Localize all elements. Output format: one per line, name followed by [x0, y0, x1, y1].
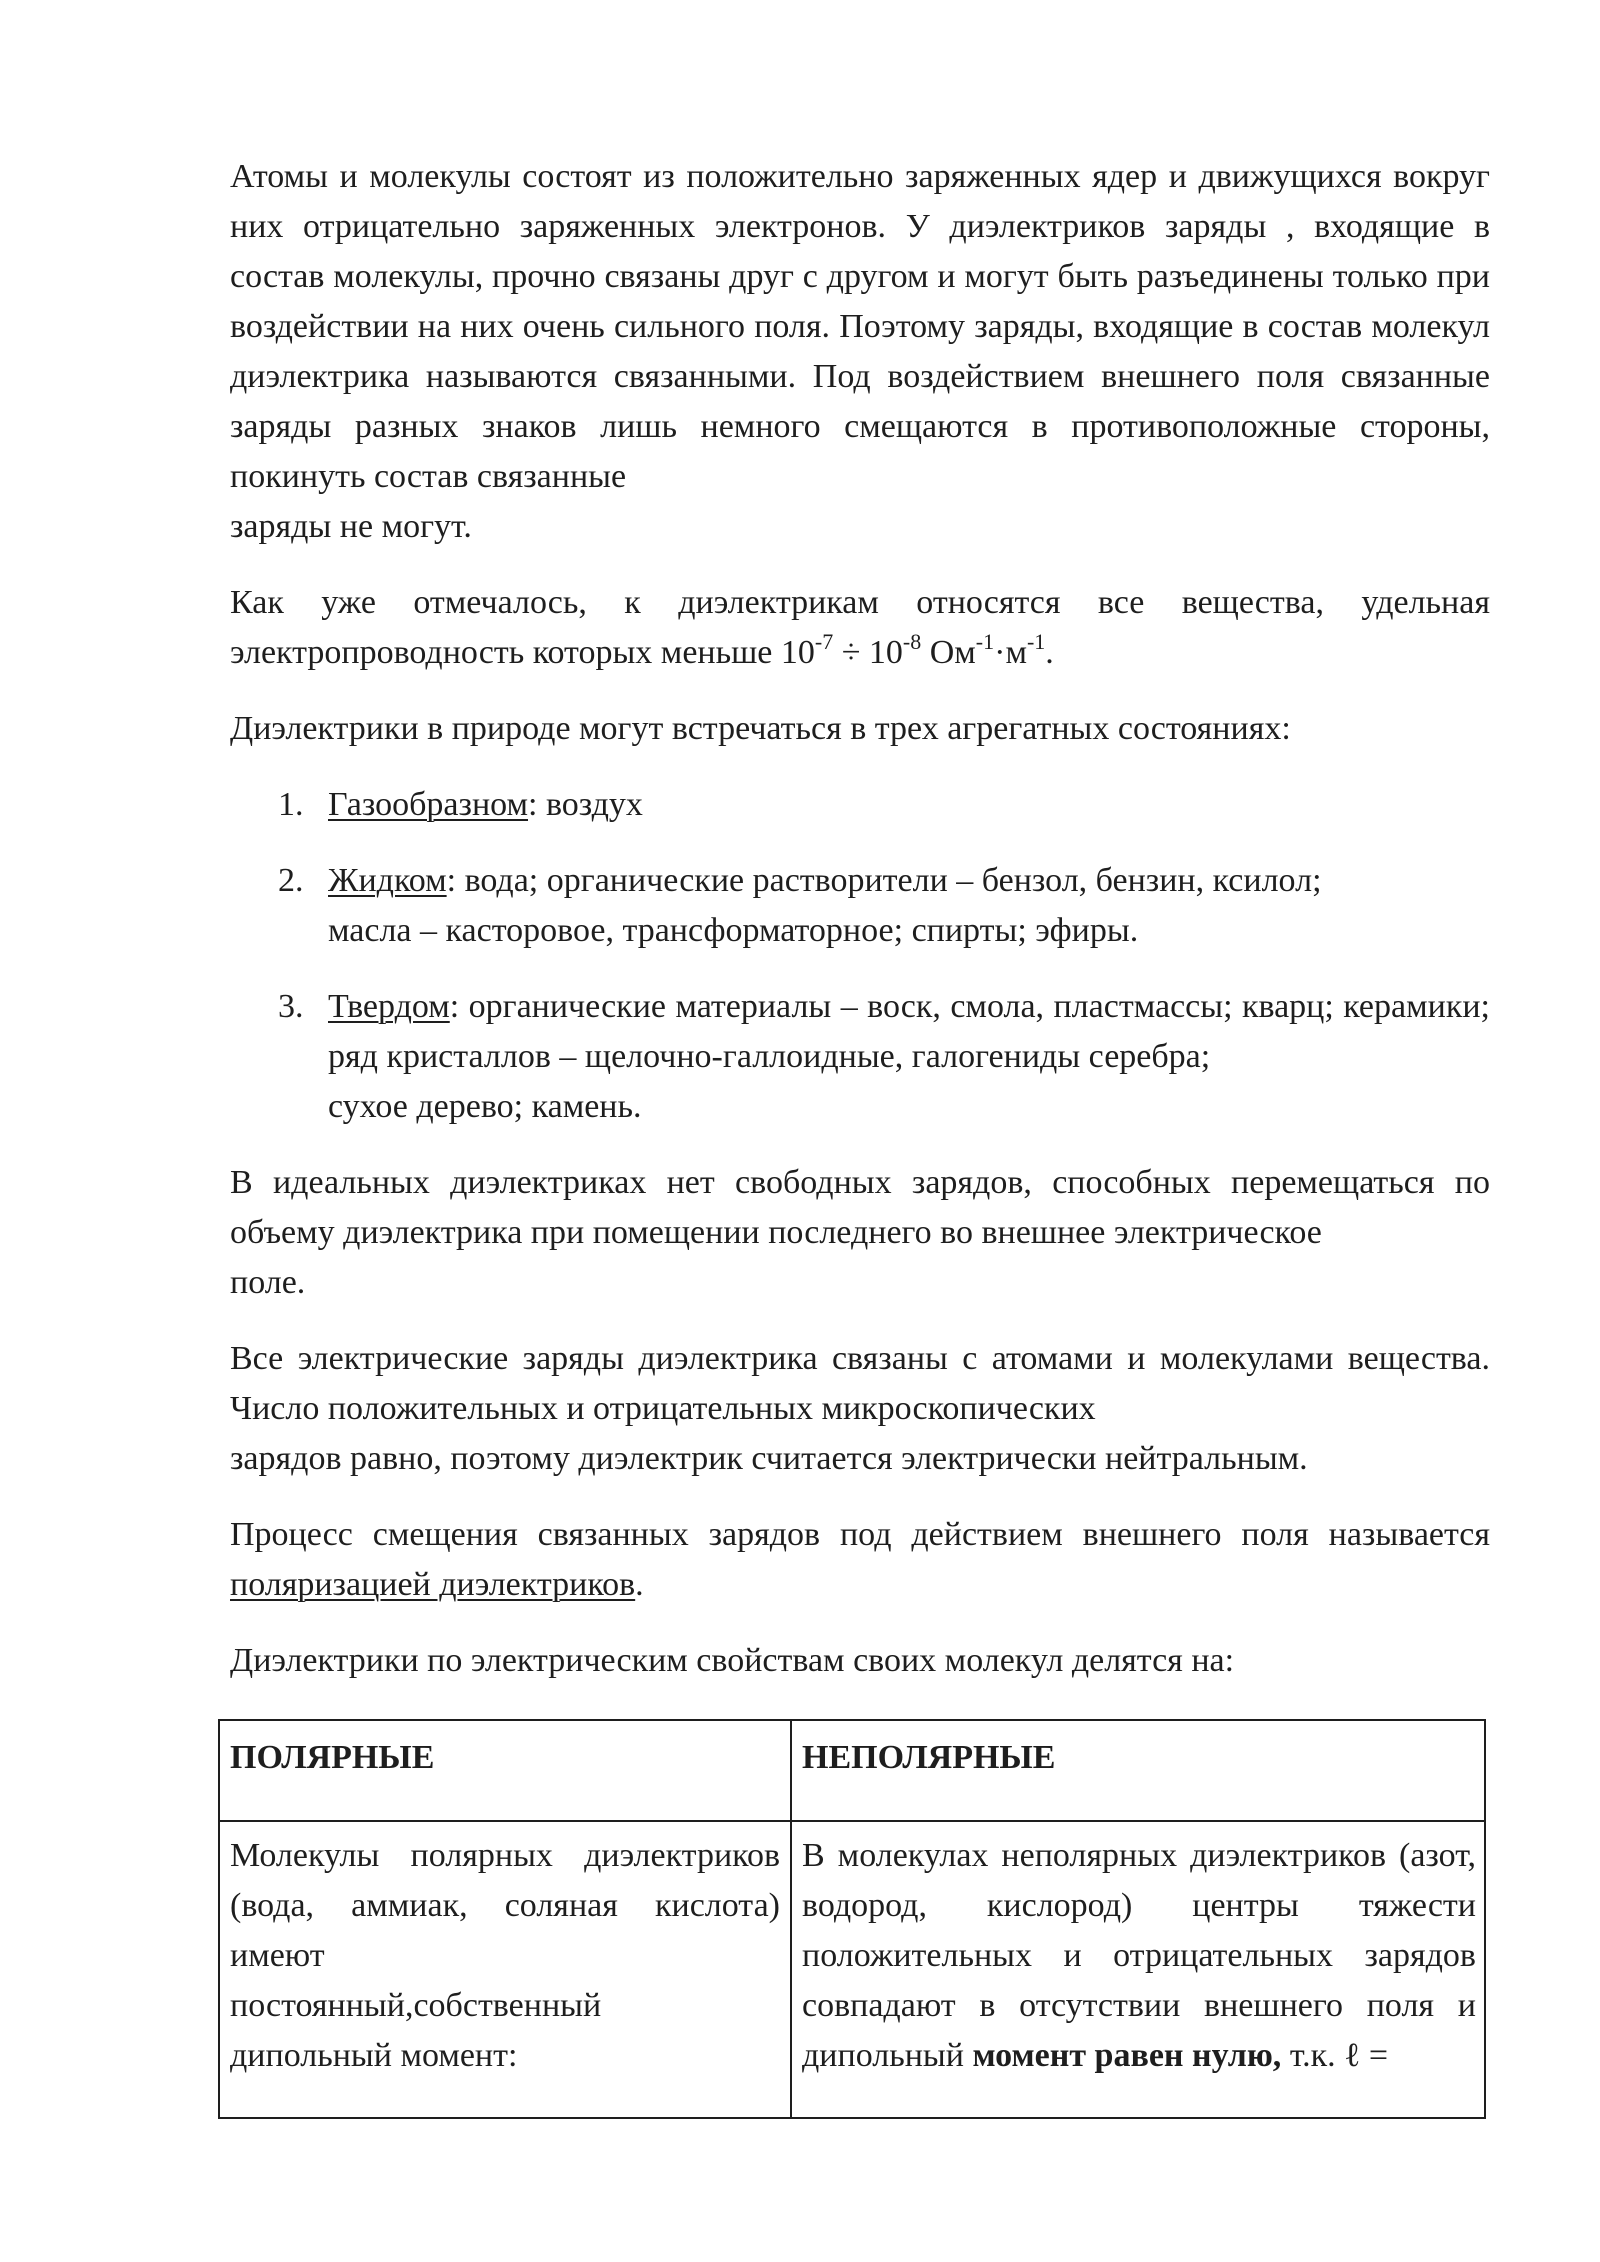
paragraph-text: Атомы и молекулы состоят из положительно заряженных ядер и движущихся вокруг них отрицательно заряженных электронов. У диэлектриков заряды , входящие в состав молекулы, прочно связаны друг с другом и могут быть разъединены только при воздействии на них очень сильного поля. Поэтому заряды, входящие в состав молекул диэлектрика называются связанными. Под воздействием внешнего поля связанные заряды разных знаков лишь немного смещаются в противоположные стороны, покинуть состав связанные: [230, 158, 1490, 495]
paragraph-polarization: [230, 1510, 1490, 1610]
list-term: Жидком: [328, 862, 447, 899]
paragraph-text: .: [635, 1566, 644, 1603]
list-text: : органические материалы – воск, смола, пластмассы; кварц; керамики; ряд кристаллов – щелочно-галлоидные, галогениды серебра;: [328, 988, 1490, 1075]
document-body: [230, 152, 1490, 1712]
paragraph-ideal: [230, 1158, 1490, 1308]
paragraph-division: Диэлектрики по электрическим свойствам своих молекул делятся на:: [230, 1642, 1235, 1679]
list-text: : вода; органические растворители – бензол, бензин, ксилол;: [446, 862, 1322, 899]
paragraph-text-end: поле.: [230, 1264, 306, 1301]
cell-text: Молекулы полярных диэлектриков (вода, аммиак, соляная кислота) имеют: [230, 1837, 780, 1974]
list-text: : воздух: [528, 786, 643, 823]
paragraph-text: Ом: [921, 634, 976, 671]
superscript: -7: [814, 628, 834, 654]
list-item: [230, 780, 1490, 830]
paragraph-text: Как уже отмечалось, к диэлектрикам относятся все вещества, удельная электропроводность которых меньше 10: [230, 584, 1490, 671]
superscript: -1: [1026, 628, 1046, 654]
paragraph-text: ÷ 10: [833, 634, 903, 671]
paragraph-text: Все электрические заряды диэлектрика связаны с атомами и молекулами вещества. Число положительных и отрицательных микроскопических: [230, 1340, 1490, 1427]
list-text-end: сухое дерево; камень.: [328, 1088, 642, 1125]
cell-text: постоянный,собственный: [230, 1987, 602, 2024]
table-header-nonpolar: НЕПОЛЯРНЫЕ: [802, 1739, 1056, 1776]
states-list: [230, 780, 1490, 1132]
paragraph-atoms: [230, 152, 1490, 552]
cell-text: В молекулах неполярных диэлектриков (азот, водород, кислород) центры тяжести положительных и отрицательных зарядов совпадают в отсутствии внешнего поля и дипольный: [802, 1837, 1476, 2074]
table-cell-nonpolar: [802, 1831, 1476, 2081]
list-item: [230, 856, 1490, 956]
paragraph-text: ·м: [994, 634, 1027, 671]
paragraph-text-end: зарядов равно, поэтому диэлектрик считается электрически нейтральным.: [230, 1440, 1308, 1477]
paragraph-text: В идеальных диэлектриках нет свободных зарядов, способных перемещаться по объему диэлектрика при помещении последнего во внешнее электрическое: [230, 1164, 1490, 1251]
table-column-divider: [790, 1721, 792, 2117]
table-cell-polar: [230, 1831, 780, 2081]
paragraph-charges: [230, 1334, 1490, 1484]
list-term: Газообразном: [328, 786, 529, 823]
cell-text: т.к. ℓ =: [1281, 2037, 1389, 2074]
superscript: -8: [902, 628, 922, 654]
list-number: 1.: [278, 786, 304, 823]
cell-text: дипольный момент:: [230, 2037, 518, 2074]
list-number: 3.: [278, 988, 304, 1025]
paragraph-conductivity: [230, 578, 1490, 678]
superscript: -1: [975, 628, 995, 654]
dielectric-types-table: [218, 1719, 1486, 2119]
list-term: Твердом: [328, 988, 450, 1025]
cell-bold-text: момент равен нулю,: [972, 2037, 1282, 2074]
table-row-divider: [220, 1820, 1484, 1822]
table-header-polar: ПОЛЯРНЫЕ: [230, 1739, 435, 1776]
polarization-term: поляризацией диэлектриков: [230, 1566, 636, 1603]
paragraph-text: Процесс смещения связанных зарядов под действием внешнего поля называется: [230, 1516, 1490, 1553]
list-item: [230, 982, 1490, 1132]
paragraph-text-end: заряды не могут.: [230, 508, 472, 545]
paragraph-states-intro: Диэлектрики в природе могут встречаться в трех агрегатных состояниях:: [230, 710, 1291, 747]
list-text-end: масла – касторовое, трансформаторное; спирты; эфиры.: [328, 912, 1139, 949]
paragraph-text: .: [1045, 634, 1054, 671]
list-number: 2.: [278, 862, 304, 899]
